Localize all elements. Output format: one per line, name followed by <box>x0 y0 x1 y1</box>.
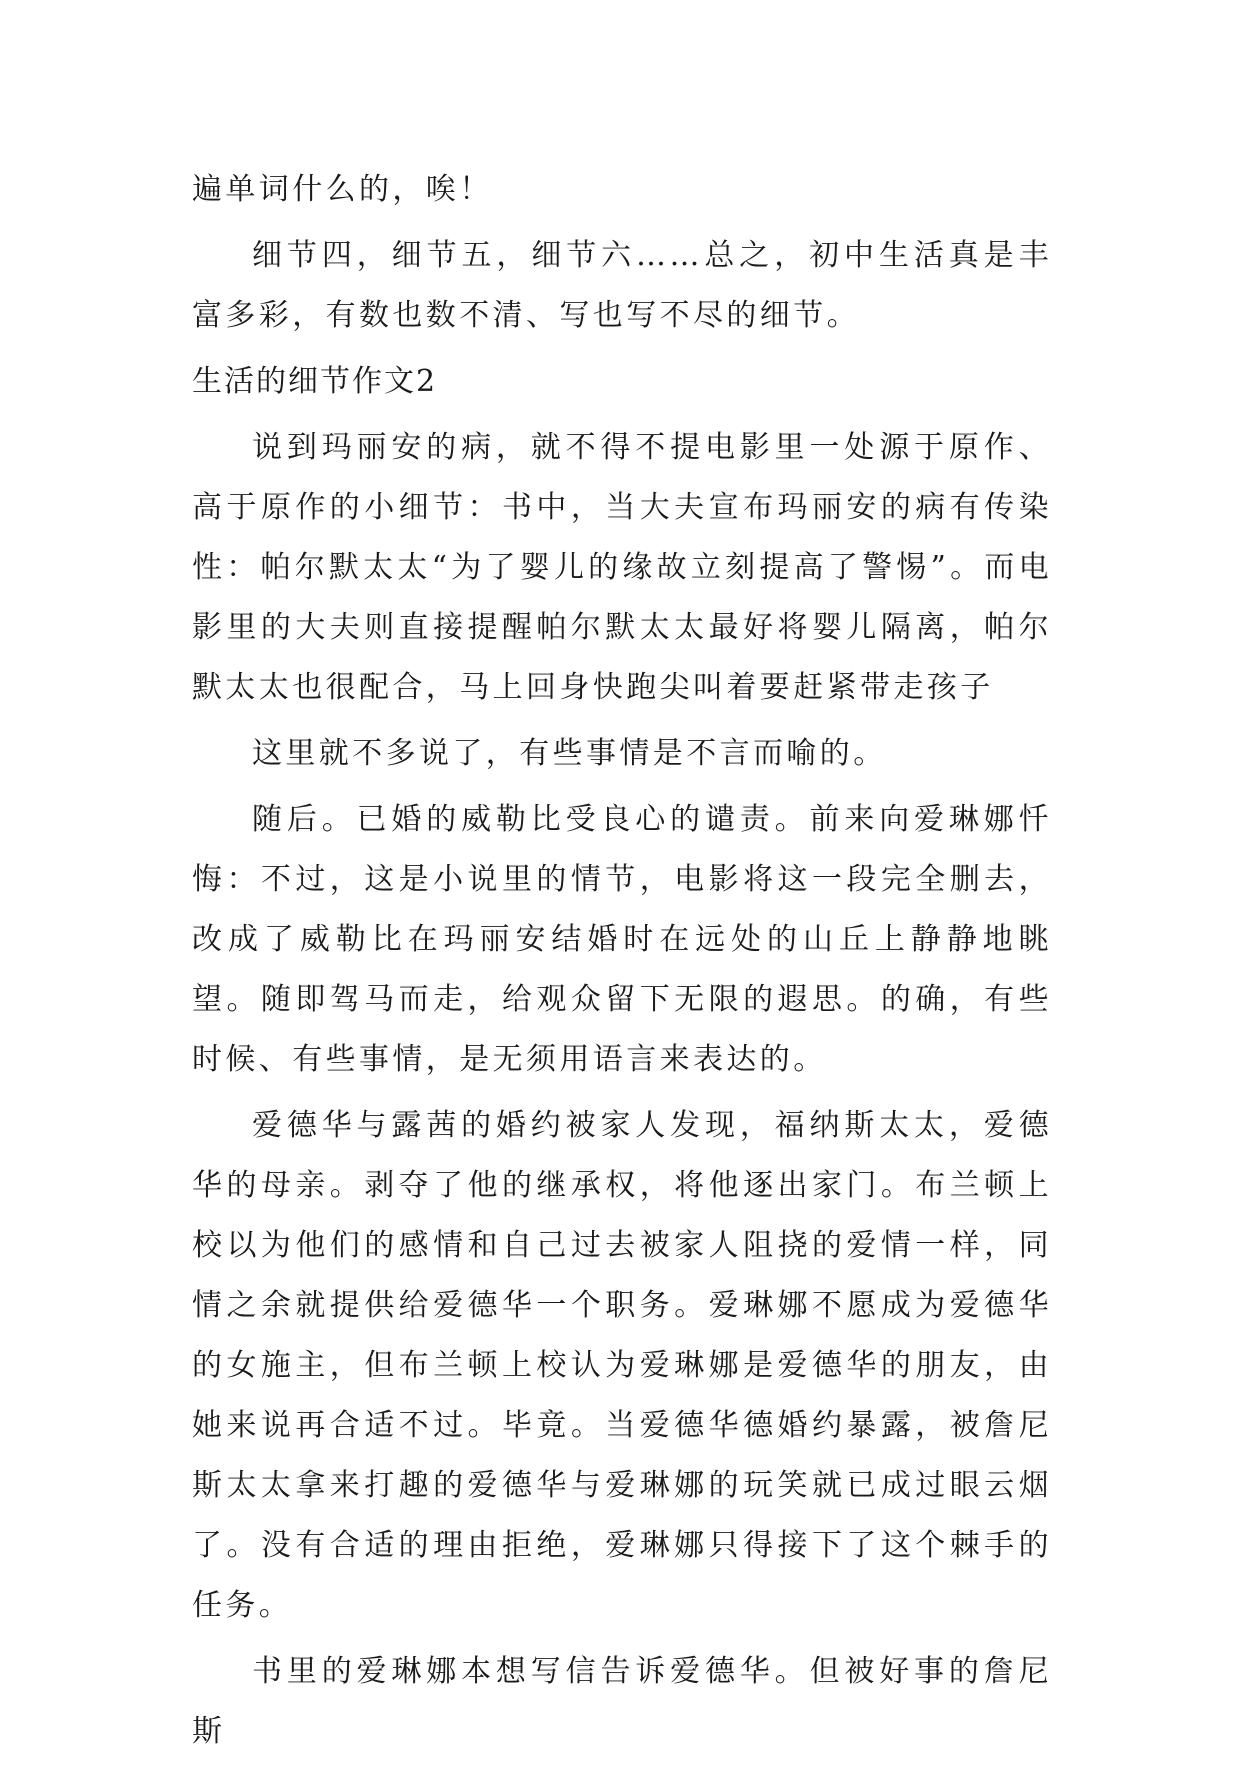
paragraph-edward-lucy: 爱德华与露茜的婚约被家人发现，福纳斯太太，爱德华的母亲。剥夺了他的继承权，将他逐出家门。布兰顿上校以为他们的感情和自己过去被家人阻挠的爱情一样，同情之余就提供给爱德华一个职务。爱琳娜不愿成为爱德华的女施主，但布兰顿上校认为爱琳娜是爱德华的朋友，由她来说再合适不过。毕竟。当爱德华德婚约暴露，被詹尼斯太太拿来打趣的爱德华与爱琳娜的玩笑就已成过眼云烟了。没有合适的理由拒绝，爱琳娜只得接下了这个棘手的任务。 <box>192 1108 1052 1623</box>
essay-title: 生活的细节作文2 <box>192 364 438 399</box>
paragraph-continuation: 遍单词什么的，唉！ <box>192 172 493 207</box>
paragraph-elinor-letter: 书里的爱琳娜本想写信告诉爱德华。但被好事的詹尼斯 <box>192 1654 1052 1749</box>
paragraph-willoughby: 随后。已婚的威勒比受良心的谴责。前来向爱琳娜忏悔：不过，这是小说里的情节，电影将这一段完全删去，改成了威勒比在玛丽安结婚时在远处的山丘上静静地眺望。随即驾马而走，给观众留下无限的遐思。的确，有些时候、有些事情，是无须用语言来表达的。 <box>192 802 1052 1077</box>
paragraph-marianne-illness: 说到玛丽安的病，就不得不提电影里一处源于原作、高于原作的小细节：书中，当大夫宣布玛丽安的病有传染性：帕尔默太太“为了婴儿的缘故立刻提高了警惕”。而电影里的大夫则直接提醒帕尔默太太最好将婴儿隔离，帕尔默太太也很配合，马上回身快跑尖叫着要赶紧带走孩子 <box>192 430 1052 705</box>
paragraph-details-summary: 细节四，细节五，细节六……总之，初中生活真是丰富多彩，有数也数不清、写也写不尽的细节。 <box>192 238 1052 333</box>
paragraph-self-evident: 这里就不多说了，有些事情是不言而喻的。 <box>252 736 887 771</box>
document-body <box>192 160 1052 1768</box>
